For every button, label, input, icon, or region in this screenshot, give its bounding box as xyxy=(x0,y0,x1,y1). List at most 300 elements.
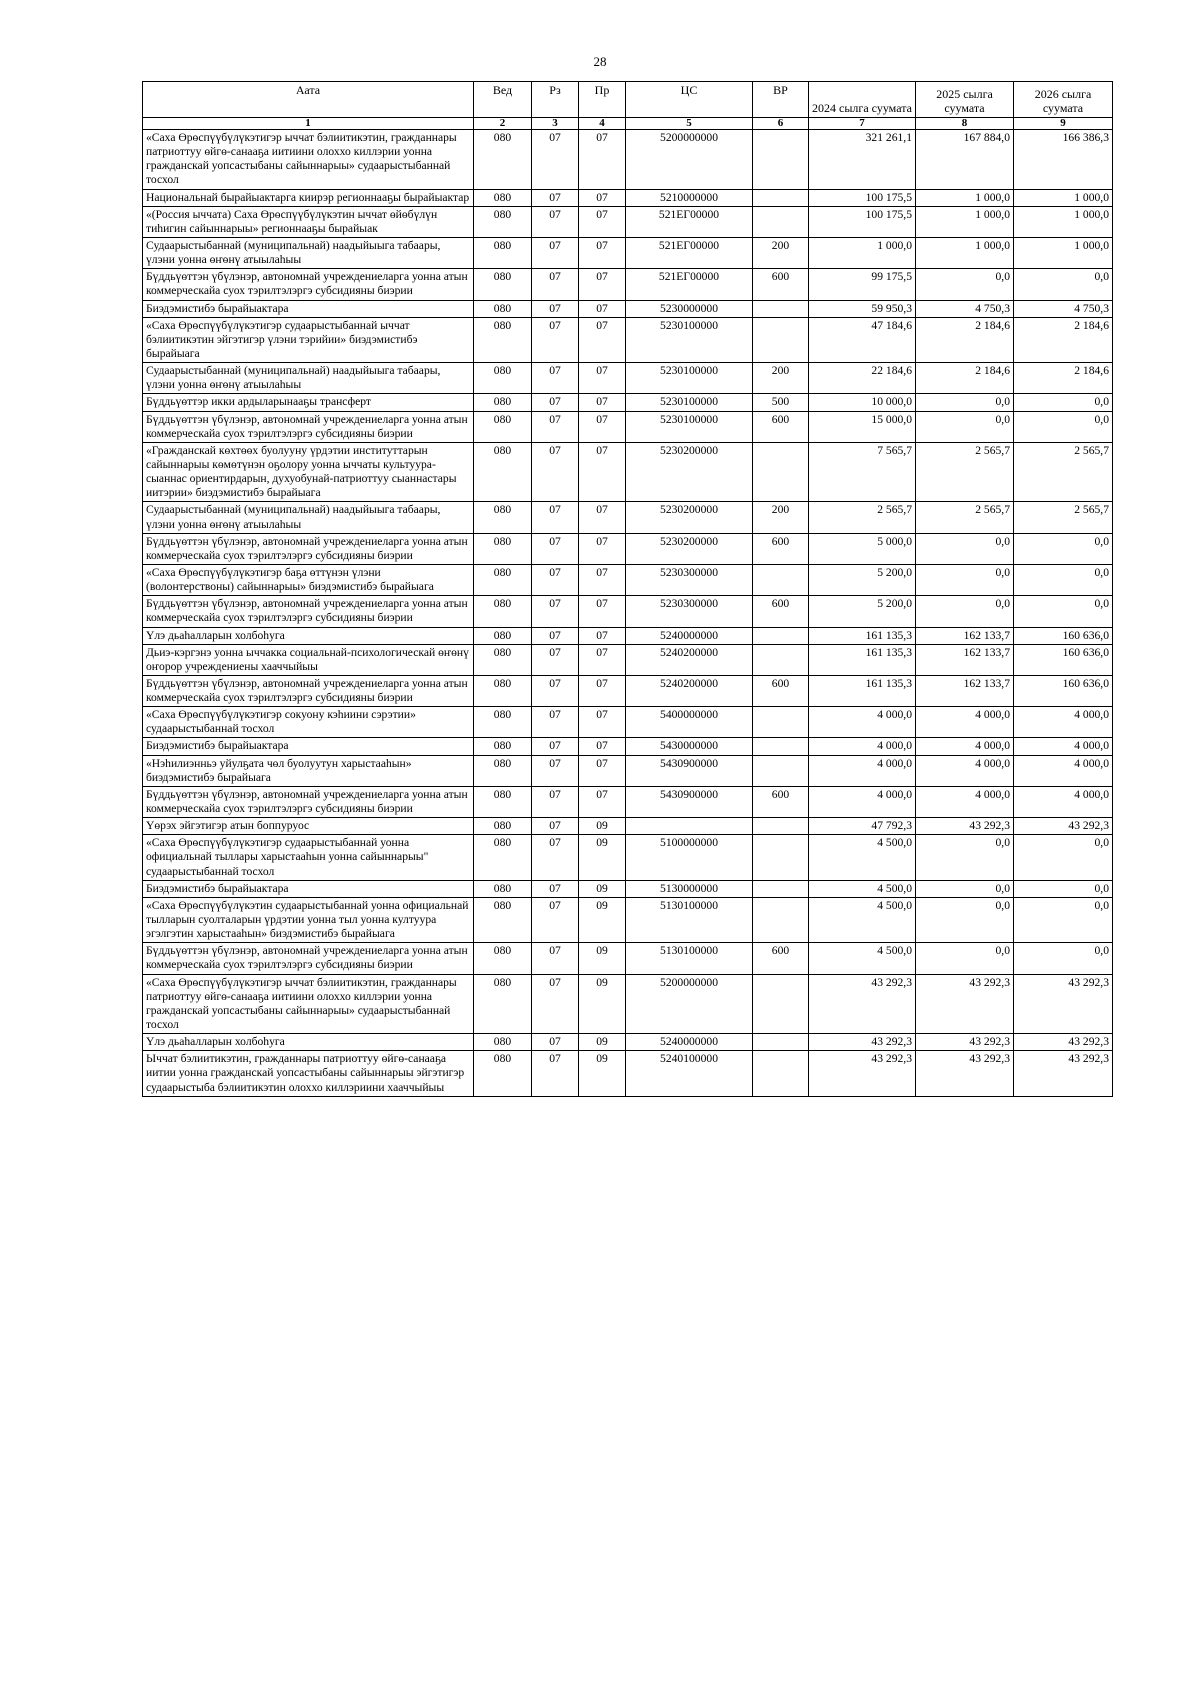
row-name: Ыччат бэлиитикэтин, гражданнары патриоттуу өйгө-санааҕа иитии уонна гражданскай уопсастыбаны сайыннарыы эйгэтигэр судаарыстыба бэлиитикэтин олоххо киллэриини хааччыйыы xyxy=(143,1051,474,1096)
amount-2026: 4 000,0 xyxy=(1014,755,1113,786)
vr-cell xyxy=(753,627,809,644)
pr-cell: 09 xyxy=(579,1051,626,1096)
amount-2024: 5 200,0 xyxy=(809,564,916,595)
pr-cell: 07 xyxy=(579,130,626,190)
cs-cell: 5240200000 xyxy=(626,644,753,675)
pr-cell: 07 xyxy=(579,755,626,786)
vr-cell xyxy=(753,818,809,835)
vr-cell xyxy=(753,644,809,675)
amount-2025: 4 000,0 xyxy=(916,755,1014,786)
ved-cell: 080 xyxy=(474,564,532,595)
row-name: Биэдэмистибэ бырайыактара xyxy=(143,738,474,755)
col-header-2024: 2024 сылга суумата xyxy=(809,82,916,118)
pr-cell: 07 xyxy=(579,206,626,237)
cs-cell: 5230100000 xyxy=(626,317,753,362)
rz-cell: 07 xyxy=(532,880,579,897)
ved-cell: 080 xyxy=(474,394,532,411)
table-body xyxy=(143,130,1113,1097)
ved-cell: 080 xyxy=(474,442,532,502)
rz-cell: 07 xyxy=(532,1034,579,1051)
table-row xyxy=(143,442,1113,502)
table-row xyxy=(143,564,1113,595)
col-header-pr: Пр xyxy=(579,82,626,118)
table-row xyxy=(143,627,1113,644)
table-row xyxy=(143,707,1113,738)
col-number: 7 xyxy=(809,118,916,130)
row-name: Биэдэмистибэ бырайыактара xyxy=(143,880,474,897)
amount-2026: 0,0 xyxy=(1014,564,1113,595)
pr-cell: 07 xyxy=(579,675,626,706)
table-row xyxy=(143,363,1113,394)
amount-2024: 4 000,0 xyxy=(809,786,916,817)
amount-2024: 47 184,6 xyxy=(809,317,916,362)
amount-2025: 0,0 xyxy=(916,943,1014,974)
row-name: «(Россия ыччата) Саха Өрөспүүбүлүкэтин ыччат өйөбүлүн тиһигин сайыннарыы» регионнааҕы бырайыак xyxy=(143,206,474,237)
table-row xyxy=(143,897,1113,942)
amount-2026: 43 292,3 xyxy=(1014,974,1113,1034)
cs-cell: 5200000000 xyxy=(626,130,753,190)
rz-cell: 07 xyxy=(532,835,579,880)
pr-cell: 07 xyxy=(579,363,626,394)
cs-cell: 521ЕГ00000 xyxy=(626,237,753,268)
amount-2025: 43 292,3 xyxy=(916,1051,1014,1096)
amount-2026: 0,0 xyxy=(1014,533,1113,564)
row-name: Үөрэх эйгэтигэр атын боппуруос xyxy=(143,818,474,835)
cs-cell: 5230200000 xyxy=(626,442,753,502)
vr-cell: 200 xyxy=(753,237,809,268)
ved-cell: 080 xyxy=(474,269,532,300)
row-name: Бүддьүөттэр икки ардыларынааҕы трансферт xyxy=(143,394,474,411)
amount-2025: 0,0 xyxy=(916,394,1014,411)
amount-2025: 2 184,6 xyxy=(916,363,1014,394)
ved-cell: 080 xyxy=(474,818,532,835)
col-number: 4 xyxy=(579,118,626,130)
table-row xyxy=(143,317,1113,362)
amount-2024: 161 135,3 xyxy=(809,675,916,706)
pr-cell: 09 xyxy=(579,818,626,835)
cs-cell: 5230300000 xyxy=(626,564,753,595)
amount-2024: 161 135,3 xyxy=(809,644,916,675)
row-name: «Нэһилиэнньэ уйулҕата чөл буолуутун харыстааһын» биэдэмистибэ бырайыага xyxy=(143,755,474,786)
amount-2026: 4 750,3 xyxy=(1014,300,1113,317)
vr-cell xyxy=(753,206,809,237)
col-number: 2 xyxy=(474,118,532,130)
cs-cell: 5210000000 xyxy=(626,189,753,206)
ved-cell: 080 xyxy=(474,411,532,442)
amount-2026: 2 184,6 xyxy=(1014,317,1113,362)
rz-cell: 07 xyxy=(532,818,579,835)
amount-2024: 22 184,6 xyxy=(809,363,916,394)
row-name: Үлэ дьаһалларын холбоһуга xyxy=(143,1034,474,1051)
cs-cell: 5430900000 xyxy=(626,755,753,786)
table-row xyxy=(143,880,1113,897)
table-row xyxy=(143,738,1113,755)
amount-2026: 0,0 xyxy=(1014,897,1113,942)
ved-cell: 080 xyxy=(474,755,532,786)
amount-2024: 321 261,1 xyxy=(809,130,916,190)
rz-cell: 07 xyxy=(532,627,579,644)
amount-2025: 0,0 xyxy=(916,269,1014,300)
ved-cell: 080 xyxy=(474,880,532,897)
amount-2026: 4 000,0 xyxy=(1014,786,1113,817)
header-row xyxy=(143,82,1113,118)
amount-2026: 0,0 xyxy=(1014,394,1113,411)
vr-cell xyxy=(753,974,809,1034)
cs-cell: 5230300000 xyxy=(626,596,753,627)
amount-2025: 162 133,7 xyxy=(916,675,1014,706)
pr-cell: 07 xyxy=(579,411,626,442)
table-row xyxy=(143,675,1113,706)
rz-cell: 07 xyxy=(532,269,579,300)
vr-cell xyxy=(753,738,809,755)
vr-cell xyxy=(753,317,809,362)
ved-cell: 080 xyxy=(474,189,532,206)
amount-2026: 2 184,6 xyxy=(1014,363,1113,394)
amount-2026: 1 000,0 xyxy=(1014,189,1113,206)
ved-cell: 080 xyxy=(474,974,532,1034)
table-row xyxy=(143,1051,1113,1096)
amount-2025: 43 292,3 xyxy=(916,974,1014,1034)
ved-cell: 080 xyxy=(474,1034,532,1051)
rz-cell: 07 xyxy=(532,564,579,595)
col-header-name: Аата xyxy=(143,82,474,118)
rz-cell: 07 xyxy=(532,707,579,738)
table-row xyxy=(143,755,1113,786)
rz-cell: 07 xyxy=(532,502,579,533)
amount-2024: 59 950,3 xyxy=(809,300,916,317)
amount-2026: 1 000,0 xyxy=(1014,206,1113,237)
pr-cell: 09 xyxy=(579,880,626,897)
ved-cell: 080 xyxy=(474,738,532,755)
table-row xyxy=(143,130,1113,190)
vr-cell: 600 xyxy=(753,596,809,627)
vr-cell: 600 xyxy=(753,533,809,564)
cs-cell: 5230100000 xyxy=(626,363,753,394)
amount-2025: 162 133,7 xyxy=(916,627,1014,644)
row-name: Бүддьүөттэн үбүлэнэр, автономнай учреждениеларга уонна атын коммерческайа суох тэрилтэлэргэ субсидияны биэрии xyxy=(143,411,474,442)
amount-2026: 160 636,0 xyxy=(1014,644,1113,675)
row-name: «Гражданскай көхтөөх буолууну үрдэтии институттарын сайыннарыы көмөтүнэн оҕолору уонна ыччаты культуура-сыаннас ориентирдарын, духуобунай-патриоттуу сыаннастары иитэрии» биэдэмистибэ бырайыага xyxy=(143,442,474,502)
rz-cell: 07 xyxy=(532,300,579,317)
ved-cell: 080 xyxy=(474,707,532,738)
row-name: «Саха Өрөспүүбүлүкэтигэр судаарыстыбаннай ыччат бэлиитикэтин эйгэтигэр үлэни тэрийии» биэдэмистибэ бырайыага xyxy=(143,317,474,362)
ved-cell: 080 xyxy=(474,897,532,942)
cs-cell: 5240100000 xyxy=(626,1051,753,1096)
vr-cell xyxy=(753,564,809,595)
amount-2025: 43 292,3 xyxy=(916,1034,1014,1051)
amount-2025: 167 884,0 xyxy=(916,130,1014,190)
row-name: «Саха Өрөспүүбүлүкэтигэр ыччат бэлиитикэтин, гражданнары патриоттуу өйгө-санааҕа иитиини олоххо киллэрии уонна гражданскай уопсастыбаны сайыннарыы» судаарыстыбаннай тосхол xyxy=(143,130,474,190)
amount-2025: 2 565,7 xyxy=(916,442,1014,502)
rz-cell: 07 xyxy=(532,644,579,675)
amount-2024: 4 500,0 xyxy=(809,880,916,897)
amount-2025: 0,0 xyxy=(916,835,1014,880)
rz-cell: 07 xyxy=(532,738,579,755)
amount-2024: 4 000,0 xyxy=(809,755,916,786)
rz-cell: 07 xyxy=(532,411,579,442)
amount-2024: 4 500,0 xyxy=(809,835,916,880)
amount-2025: 1 000,0 xyxy=(916,237,1014,268)
amount-2025: 4 000,0 xyxy=(916,786,1014,817)
vr-cell: 600 xyxy=(753,675,809,706)
vr-cell: 200 xyxy=(753,502,809,533)
amount-2026: 4 000,0 xyxy=(1014,738,1113,755)
ved-cell: 080 xyxy=(474,130,532,190)
amount-2025: 1 000,0 xyxy=(916,206,1014,237)
col-number: 1 xyxy=(143,118,474,130)
rz-cell: 07 xyxy=(532,897,579,942)
row-name: «Саха Өрөспүүбүлүкэтигэр судаарыстыбаннай уонна официальнай тыллары харыстааһын уонна сайыннарыы" судаарыстыбаннай тосхол xyxy=(143,835,474,880)
rz-cell: 07 xyxy=(532,237,579,268)
ved-cell: 080 xyxy=(474,317,532,362)
amount-2026: 160 636,0 xyxy=(1014,627,1113,644)
col-number: 6 xyxy=(753,118,809,130)
cs-cell: 5430900000 xyxy=(626,786,753,817)
amount-2025: 43 292,3 xyxy=(916,818,1014,835)
cs-cell: 5240000000 xyxy=(626,627,753,644)
cs-cell: 5200000000 xyxy=(626,974,753,1034)
ved-cell: 080 xyxy=(474,644,532,675)
cs-cell: 521ЕГ00000 xyxy=(626,269,753,300)
amount-2026: 0,0 xyxy=(1014,880,1113,897)
cs-cell: 5400000000 xyxy=(626,707,753,738)
amount-2024: 4 000,0 xyxy=(809,738,916,755)
rz-cell: 07 xyxy=(532,943,579,974)
vr-cell xyxy=(753,189,809,206)
amount-2024: 10 000,0 xyxy=(809,394,916,411)
rz-cell: 07 xyxy=(532,442,579,502)
amount-2024: 4 500,0 xyxy=(809,897,916,942)
pr-cell: 07 xyxy=(579,596,626,627)
amount-2026: 0,0 xyxy=(1014,835,1113,880)
amount-2024: 43 292,3 xyxy=(809,1051,916,1096)
row-name: «Саха Өрөспүүбүлүкэтигэр баҕа өттүнэн үлэни (волонтерствоны) сайыннарыы» биэдэмистибэ бырайыага xyxy=(143,564,474,595)
row-name: Дьиэ-кэргэнэ уонна ыччакка социальнай-психологическай өҥөнү оҥорор учреждениены хааччыйыы xyxy=(143,644,474,675)
budget-table xyxy=(142,81,1113,1097)
ved-cell: 080 xyxy=(474,1051,532,1096)
table-row xyxy=(143,411,1113,442)
amount-2024: 15 000,0 xyxy=(809,411,916,442)
pr-cell: 07 xyxy=(579,237,626,268)
ved-cell: 080 xyxy=(474,835,532,880)
table-row xyxy=(143,644,1113,675)
rz-cell: 07 xyxy=(532,206,579,237)
cs-cell: 5240200000 xyxy=(626,675,753,706)
cs-cell: 5230100000 xyxy=(626,411,753,442)
amount-2025: 0,0 xyxy=(916,897,1014,942)
ved-cell: 080 xyxy=(474,627,532,644)
amount-2025: 4 750,3 xyxy=(916,300,1014,317)
pr-cell: 07 xyxy=(579,786,626,817)
amount-2024: 5 200,0 xyxy=(809,596,916,627)
amount-2026: 43 292,3 xyxy=(1014,1034,1113,1051)
amount-2025: 2 565,7 xyxy=(916,502,1014,533)
amount-2025: 1 000,0 xyxy=(916,189,1014,206)
amount-2025: 2 184,6 xyxy=(916,317,1014,362)
amount-2025: 0,0 xyxy=(916,564,1014,595)
cs-cell: 5130100000 xyxy=(626,897,753,942)
vr-cell xyxy=(753,130,809,190)
pr-cell: 07 xyxy=(579,644,626,675)
table-row xyxy=(143,502,1113,533)
row-name: Бүддьүөттэн үбүлэнэр, автономнай учреждениеларга уонна атын коммерческайа суох тэрилтэлэргэ субсидияны биэрии xyxy=(143,596,474,627)
amount-2025: 4 000,0 xyxy=(916,738,1014,755)
amount-2026: 0,0 xyxy=(1014,411,1113,442)
vr-cell: 600 xyxy=(753,269,809,300)
table-row xyxy=(143,818,1113,835)
pr-cell: 07 xyxy=(579,707,626,738)
pr-cell: 07 xyxy=(579,189,626,206)
col-header-2025: 2025 сылга суумата xyxy=(916,82,1014,118)
cs-cell: 5230100000 xyxy=(626,394,753,411)
col-number: 8 xyxy=(916,118,1014,130)
amount-2024: 100 175,5 xyxy=(809,189,916,206)
table-row xyxy=(143,596,1113,627)
amount-2026: 2 565,7 xyxy=(1014,442,1113,502)
cs-cell: 5230200000 xyxy=(626,502,753,533)
row-name: Үлэ дьаһалларын холбоһуга xyxy=(143,627,474,644)
table-row xyxy=(143,974,1113,1034)
amount-2024: 2 565,7 xyxy=(809,502,916,533)
cs-cell: 5130000000 xyxy=(626,880,753,897)
amount-2025: 4 000,0 xyxy=(916,707,1014,738)
ved-cell: 080 xyxy=(474,533,532,564)
cs-cell: 5230000000 xyxy=(626,300,753,317)
amount-2026: 2 565,7 xyxy=(1014,502,1113,533)
amount-2025: 0,0 xyxy=(916,533,1014,564)
col-number: 3 xyxy=(532,118,579,130)
pr-cell: 07 xyxy=(579,394,626,411)
col-header-rz: Рз xyxy=(532,82,579,118)
amount-2024: 43 292,3 xyxy=(809,1034,916,1051)
col-header-2026: 2026 сылга суумата xyxy=(1014,82,1113,118)
rz-cell: 07 xyxy=(532,755,579,786)
amount-2026: 0,0 xyxy=(1014,596,1113,627)
table-row xyxy=(143,394,1113,411)
row-name: Судаарыстыбаннай (муниципальнай) наадыйыыга табаары, үлэни уонна өҥөнү атыылаһыы xyxy=(143,363,474,394)
vr-cell xyxy=(753,1051,809,1096)
vr-cell: 500 xyxy=(753,394,809,411)
pr-cell: 07 xyxy=(579,627,626,644)
pr-cell: 07 xyxy=(579,317,626,362)
vr-cell xyxy=(753,880,809,897)
rz-cell: 07 xyxy=(532,596,579,627)
rz-cell: 07 xyxy=(532,130,579,190)
row-name: Бүддьүөттэн үбүлэнэр, автономнай учреждениеларга уонна атын коммерческайа суох тэрилтэлэргэ субсидияны биэрии xyxy=(143,786,474,817)
ved-cell: 080 xyxy=(474,943,532,974)
amount-2026: 43 292,3 xyxy=(1014,1051,1113,1096)
cs-cell: 5430000000 xyxy=(626,738,753,755)
row-name: Бүддьүөттэн үбүлэнэр, автономнай учреждениеларга уонна атын коммерческайа суох тэрилтэлэргэ субсидияны биэрии xyxy=(143,269,474,300)
amount-2026: 0,0 xyxy=(1014,269,1113,300)
vr-cell: 600 xyxy=(753,411,809,442)
table-row xyxy=(143,237,1113,268)
pr-cell: 07 xyxy=(579,738,626,755)
ved-cell: 080 xyxy=(474,300,532,317)
pr-cell: 07 xyxy=(579,269,626,300)
rz-cell: 07 xyxy=(532,189,579,206)
row-name: Бүддьүөттэн үбүлэнэр, автономнай учреждениеларга уонна атын коммерческайа суох тэрилтэлэргэ субсидияны биэрии xyxy=(143,675,474,706)
amount-2024: 4 500,0 xyxy=(809,943,916,974)
amount-2024: 47 792,3 xyxy=(809,818,916,835)
vr-cell xyxy=(753,300,809,317)
cs-cell: 521ЕГ00000 xyxy=(626,206,753,237)
rz-cell: 07 xyxy=(532,675,579,706)
amount-2024: 99 175,5 xyxy=(809,269,916,300)
amount-2026: 4 000,0 xyxy=(1014,707,1113,738)
vr-cell: 600 xyxy=(753,786,809,817)
vr-cell xyxy=(753,707,809,738)
rz-cell: 07 xyxy=(532,533,579,564)
ved-cell: 080 xyxy=(474,502,532,533)
vr-cell xyxy=(753,442,809,502)
ved-cell: 080 xyxy=(474,363,532,394)
pr-cell: 09 xyxy=(579,943,626,974)
pr-cell: 09 xyxy=(579,1034,626,1051)
rz-cell: 07 xyxy=(532,394,579,411)
rz-cell: 07 xyxy=(532,317,579,362)
pr-cell: 09 xyxy=(579,835,626,880)
amount-2026: 166 386,3 xyxy=(1014,130,1113,190)
amount-2024: 100 175,5 xyxy=(809,206,916,237)
amount-2025: 0,0 xyxy=(916,880,1014,897)
amount-2024: 43 292,3 xyxy=(809,974,916,1034)
page-number: 28 xyxy=(593,54,607,69)
table-row xyxy=(143,786,1113,817)
pr-cell: 07 xyxy=(579,502,626,533)
table-row xyxy=(143,206,1113,237)
row-name: Судаарыстыбаннай (муниципальнай) наадыйыыга табаары, үлэни уонна өҥөнү атыылаһыы xyxy=(143,502,474,533)
rz-cell: 07 xyxy=(532,974,579,1034)
ved-cell: 080 xyxy=(474,675,532,706)
row-name: Биэдэмистибэ бырайыактара xyxy=(143,300,474,317)
amount-2026: 0,0 xyxy=(1014,943,1113,974)
table-row xyxy=(143,835,1113,880)
pr-cell: 09 xyxy=(579,897,626,942)
col-number: 5 xyxy=(626,118,753,130)
vr-cell xyxy=(753,755,809,786)
amount-2024: 161 135,3 xyxy=(809,627,916,644)
amount-2024: 1 000,0 xyxy=(809,237,916,268)
col-header-ved: Вед xyxy=(474,82,532,118)
col-number: 9 xyxy=(1014,118,1113,130)
cs-cell: 5230200000 xyxy=(626,533,753,564)
pr-cell: 09 xyxy=(579,974,626,1034)
ved-cell: 080 xyxy=(474,786,532,817)
vr-cell xyxy=(753,835,809,880)
pr-cell: 07 xyxy=(579,442,626,502)
cs-cell: 5100000000 xyxy=(626,835,753,880)
rz-cell: 07 xyxy=(532,1051,579,1096)
row-name: Судаарыстыбаннай (муниципальнай) наадыйыыга табаары, үлэни уонна өҥөнү атыылаһыы xyxy=(143,237,474,268)
amount-2025: 0,0 xyxy=(916,596,1014,627)
vr-cell: 200 xyxy=(753,363,809,394)
col-header-cs: ЦС xyxy=(626,82,753,118)
amount-2024: 7 565,7 xyxy=(809,442,916,502)
table-row xyxy=(143,269,1113,300)
cs-cell xyxy=(626,818,753,835)
row-name: Бүддьүөттэн үбүлэнэр, автономнай учреждениеларга уонна атын коммерческайа суох тэрилтэлэргэ субсидияны биэрии xyxy=(143,533,474,564)
amount-2026: 43 292,3 xyxy=(1014,818,1113,835)
table-row xyxy=(143,300,1113,317)
amount-2025: 162 133,7 xyxy=(916,644,1014,675)
pr-cell: 07 xyxy=(579,564,626,595)
pr-cell: 07 xyxy=(579,533,626,564)
column-number-row xyxy=(143,118,1113,130)
table-row xyxy=(143,1034,1113,1051)
col-header-vr: ВР xyxy=(753,82,809,118)
amount-2024: 4 000,0 xyxy=(809,707,916,738)
